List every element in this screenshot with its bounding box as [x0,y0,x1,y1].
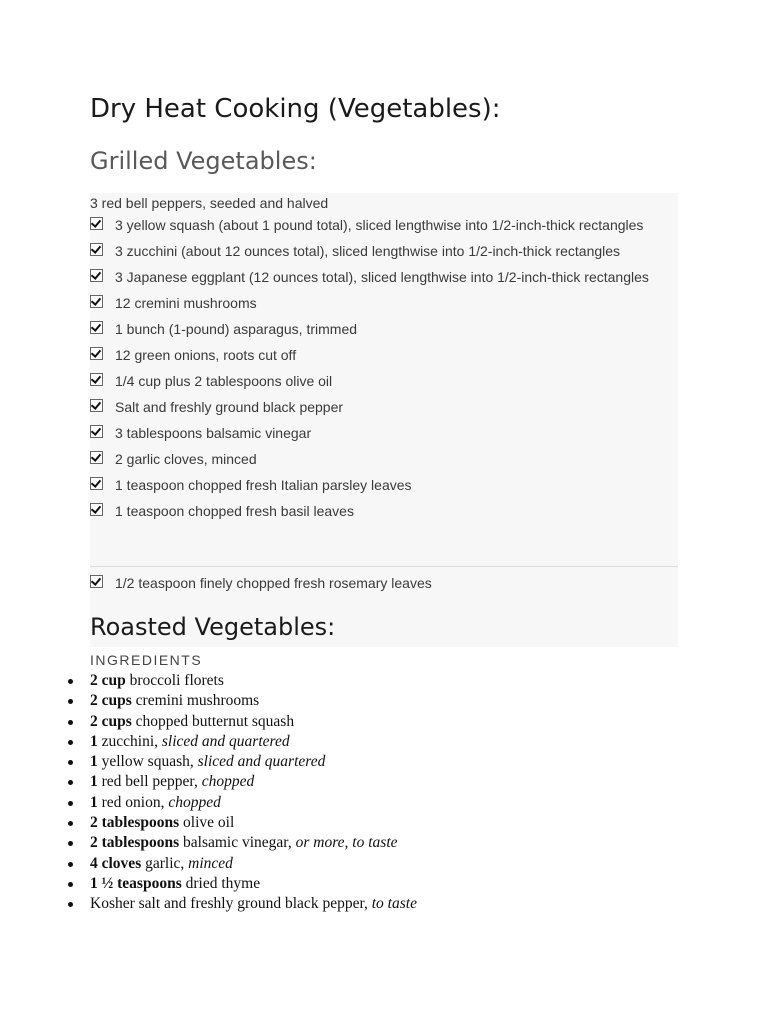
list-item: 1 bunch (1-pound) asparagus, trimmed [90,320,678,338]
checkbox-checked-icon[interactable] [90,373,103,386]
checkbox-checked-icon[interactable] [90,347,103,360]
divider [90,566,678,567]
list-item: 2 garlic cloves, minced [90,450,678,468]
list-item: 12 green onions, roots cut off [90,346,678,364]
checkbox-checked-icon[interactable] [90,243,103,256]
bullet-icon [68,801,73,806]
bullet-icon [68,780,73,785]
bullet-icon [68,862,73,867]
checkbox-checked-icon[interactable] [90,477,103,490]
list-item: 3 zucchini (about 12 ounces total), sliced lengthwise into 1/2-inch-thick rectangles [90,242,678,260]
list-item: 1/4 cup plus 2 tablespoons olive oil [90,372,678,390]
list-item: 2 tablespoons olive oil [60,813,417,833]
grilled-ingredient-list [90,216,678,528]
bullet-icon [68,882,73,887]
bullet-icon [68,760,73,765]
grilled-first-item: 3 red bell peppers, seeded and halved [90,195,329,211]
bullet-icon [68,720,73,725]
list-item: 1 teaspoon chopped fresh Italian parsley leaves [90,476,678,494]
checkbox-checked-icon[interactable] [90,503,103,516]
grilled-heading: Grilled Vegetables: [90,147,317,175]
bullet-icon [68,740,73,745]
list-item: 1 yellow squash, sliced and quartered [60,752,417,772]
checkbox-checked-icon[interactable] [90,295,103,308]
list-item: Salt and freshly ground black pepper [90,398,678,416]
list-item: 3 yellow squash (about 1 pound total), sliced lengthwise into 1/2-inch-thick rectangles [90,216,678,234]
list-item: 3 Japanese eggplant (12 ounces total), sliced lengthwise into 1/2-inch-thick rectangles [90,268,678,286]
list-item: 2 cups chopped butternut squash [60,712,417,732]
list-item: 1 red bell pepper, chopped [60,772,417,792]
list-item: 2 tablespoons balsamic vinegar, or more, to taste [60,833,417,853]
list-item: 2 cups cremini mushrooms [60,691,417,711]
checkbox-checked-icon[interactable] [90,425,103,438]
checkbox-checked-icon[interactable] [90,451,103,464]
list-item: 4 cloves garlic, minced [60,854,417,874]
checkbox-checked-icon[interactable] [90,399,103,412]
list-item: 1 ½ teaspoons dried thyme [60,874,417,894]
list-item: 12 cremini mushrooms [90,294,678,312]
list-item: Kosher salt and freshly ground black pepper, to taste [60,894,417,914]
list-item: 3 tablespoons balsamic vinegar [90,424,678,442]
bullet-icon [68,699,73,704]
checkbox-checked-icon[interactable] [90,575,103,588]
roasted-heading: Roasted Vegetables: [90,613,336,641]
bullet-icon [68,902,73,907]
roasted-ingredient-list [60,671,417,915]
checkbox-checked-icon[interactable] [90,217,103,230]
list-item: 1/2 teaspoon finely chopped fresh rosemary leaves [90,574,432,592]
list-item: 1 teaspoon chopped fresh basil leaves [90,502,678,520]
checkbox-checked-icon[interactable] [90,321,103,334]
list-item: 1 red onion, chopped [60,793,417,813]
page-title: Dry Heat Cooking (Vegetables): [90,94,501,124]
list-item: 1 zucchini, sliced and quartered [60,732,417,752]
checkbox-checked-icon[interactable] [90,269,103,282]
bullet-icon [68,841,73,846]
list-item: 2 cup broccoli florets [60,671,417,691]
ingredients-label: INGREDIENTS [90,652,203,668]
bullet-icon [68,679,73,684]
bullet-icon [68,821,73,826]
